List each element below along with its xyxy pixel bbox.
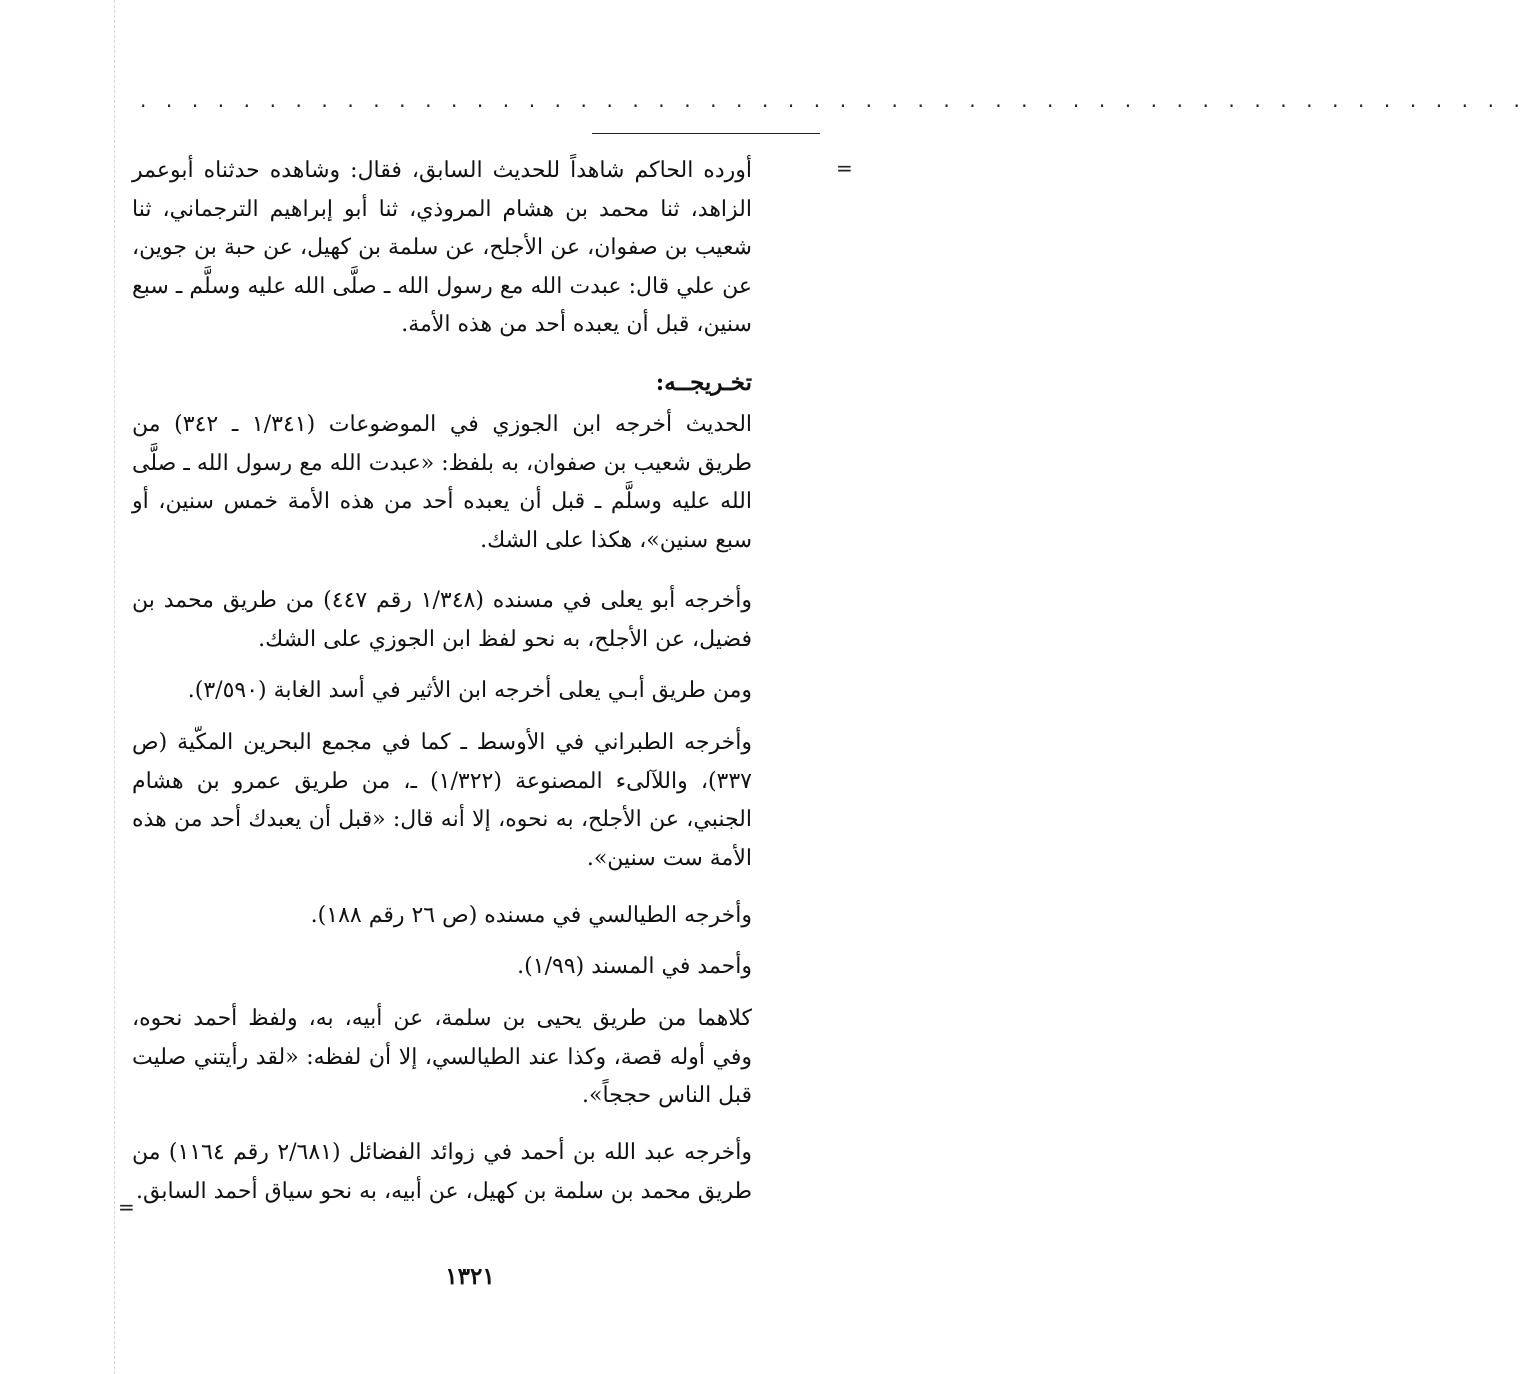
dotted-separator: . . . . . . . . . . . . . . . . . . . . . . . . . . . . . . . . . . . . . . . . . . . . . . . . . . . . . . <box>140 88 1526 112</box>
takhrij-paragraph-8: وأخرجه عبد الله بن أحمد في زوائد الفضائل (٢/٦٨١ رقم ١١٦٤) من طريق محمد بن سلمة بن كهيل، عن أبيه، به نحو سياق أحمد السابق. <box>132 1140 752 1204</box>
takhrij-paragraph-6: وأحمد في المسند (١/٩٩). <box>517 954 752 979</box>
footnote-rule <box>592 133 820 134</box>
takhrij-paragraph-4: وأخرجه الطبراني في الأوسط ـ كما في مجمع البحرين المكّية (ص ٣٣٧)، واللآلىء المصنوعة (١/٣٢٢) ـ، من طريق عمرو بن هشام الجنبي، عن الأجلح، به نحوه، إلا أنه قال: «قبل أن يعبدك أحد من هذه الأمة ست سنين». <box>132 730 752 871</box>
takhrij-heading: تخـريجــه: <box>655 369 752 396</box>
takhrij-paragraph-1: الحديث أخرجه ابن الجوزي في الموضوعات (١/٣٤١ ـ ٣٤٢) من طريق شعيب بن صفوان، به بلفظ: «عبدت الله مع رسول الله ـ صلَّى الله عليه وسلَّم ـ قبل أن يعبده أحد من هذه الأمة خمس سنين، أو سبع سنين»، هكذا على الشك. <box>132 412 753 553</box>
takhrij-paragraph-3: ومن طريق أبـي يعلى أخرجه ابن الأثير في أسد الغابة (٣/٥٩٠). <box>187 678 752 703</box>
takhrij-paragraph-5: وأخرجه الطيالسي في مسنده (ص ٢٦ رقم ١٨٨). <box>310 903 752 928</box>
continuation-mark-bottom: = <box>118 1195 135 1219</box>
scan-gutter-line <box>114 0 115 1374</box>
takhrij-paragraph-2: وأخرجه أبو يعلى في مسنده (١/٣٤٨ رقم ٤٤٧) من طريق محمد بن فضيل، عن الأجلح، به نحو لفظ ابن الجوزي على الشك. <box>132 588 752 652</box>
page-number: ١٣٢١ <box>445 1263 495 1290</box>
footnote-paragraph: أورده الحاكم شاهداً للحديث السابق، فقال: وشاهده حدثناه أبوعمر الزاهد، ثنا محمد بن هشام المروذي، ثنا أبو إبراهيم الترجماني، ثنا شعيب بن صفوان، عن الأجلح، عن سلمة بن كهيل، عن حبة بن جوين، عن علي قال: عبدت الله مع رسول الله ـ صلَّى الله عليه وسلَّم ـ سبع سنين، قبل أن يعبده أحد من هذه الأمة. <box>132 158 752 337</box>
takhrij-paragraph-7: كلاهما من طريق يحيى بن سلمة، عن أبيه، به، ولفظ أحمد نحوه، وفي أوله قصة، وكذا عند الطيالسي، إلا أن لفظه: «لقد رأيتني صليت قبل الناس حججاً». <box>132 1006 752 1108</box>
continuation-mark-top: = <box>836 156 853 180</box>
